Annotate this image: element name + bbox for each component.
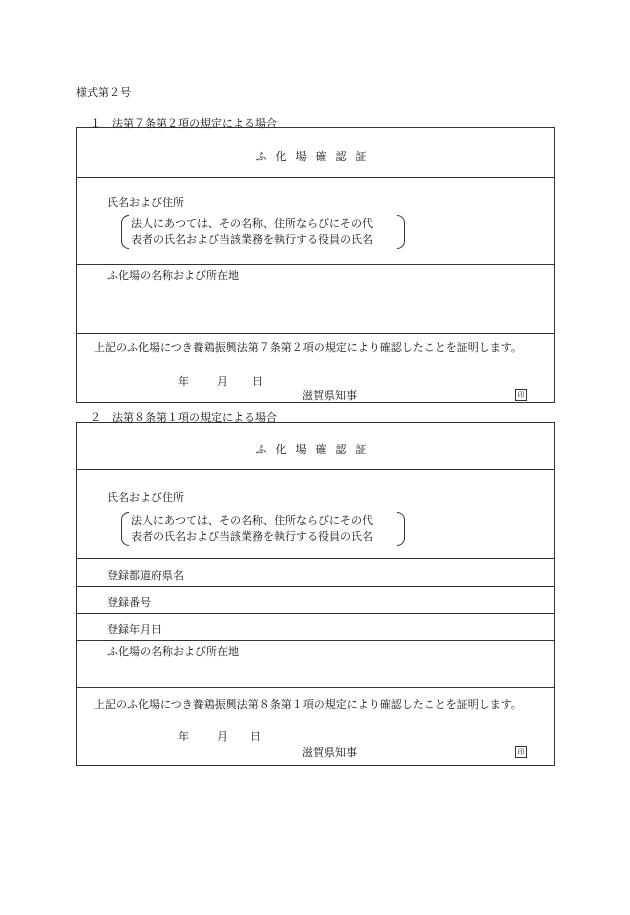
- divider: [77, 640, 554, 641]
- corporate-note-line2: 表者の氏名および当該業務を執行する役員の氏名: [131, 233, 373, 246]
- seal-mark-2: 印: [515, 746, 527, 758]
- hatchery-label-2: ふ化場の名称および所在地: [107, 645, 239, 658]
- corporate-note-line2: 表者の氏名および当該業務を執行する役員の氏名: [131, 530, 373, 543]
- divider: [77, 586, 554, 587]
- section1-heading: １ 法第７条第２項の規定による場合: [90, 117, 277, 130]
- certificate-form-1: [76, 127, 555, 403]
- section2-heading: ２ 法第８条第１項の規定による場合: [90, 411, 277, 424]
- right-bracket: [397, 512, 405, 546]
- certificate-title-1: ふ化場確認証: [255, 150, 376, 163]
- divider: [77, 613, 554, 614]
- divider: [77, 469, 554, 470]
- divider: [77, 264, 554, 265]
- registration-pref-label: 登録都道府県名: [107, 569, 184, 582]
- date-month-1: 月: [217, 375, 228, 388]
- certification-text-1: 上記のふ化場につき養鶏振興法第７条第２項の規定により確認したことを証明します。: [94, 341, 522, 354]
- corporate-note-line1: 法人にあつては、その名称、住所ならびにその代: [131, 217, 373, 230]
- certificate-form-2: [76, 422, 555, 766]
- certificate-title-2: ふ化場確認証: [255, 443, 376, 456]
- divider: [77, 333, 554, 334]
- date-month-2: 月: [217, 730, 228, 743]
- name-address-label-2: 氏名および住所: [107, 491, 184, 504]
- divider: [77, 558, 554, 559]
- certification-text-2: 上記のふ化場につき養鶏振興法第８条第１項の規定により確認したことを証明します。: [94, 698, 522, 711]
- hatchery-label-1: ふ化場の名称および所在地: [107, 269, 239, 282]
- seal-mark-1: 印: [515, 389, 527, 401]
- left-bracket: [121, 512, 129, 546]
- divider: [77, 687, 554, 688]
- divider: [77, 177, 554, 178]
- governor-1: 滋賀県知事: [302, 389, 357, 402]
- date-day-1: 日: [252, 375, 263, 388]
- form-label: 様式第２号: [76, 86, 131, 99]
- corporate-note-line1: 法人にあつては、その名称、住所ならびにその代: [131, 514, 373, 527]
- right-bracket: [397, 215, 405, 249]
- governor-2: 滋賀県知事: [302, 746, 357, 759]
- left-bracket: [121, 215, 129, 249]
- date-year-1: 年: [178, 375, 189, 388]
- name-address-label-1: 氏名および住所: [107, 196, 184, 209]
- date-year-2: 年: [178, 730, 189, 743]
- registration-date-label: 登録年月日: [107, 623, 162, 636]
- registration-no-label: 登録番号: [107, 596, 151, 609]
- date-day-2: 日: [250, 730, 261, 743]
